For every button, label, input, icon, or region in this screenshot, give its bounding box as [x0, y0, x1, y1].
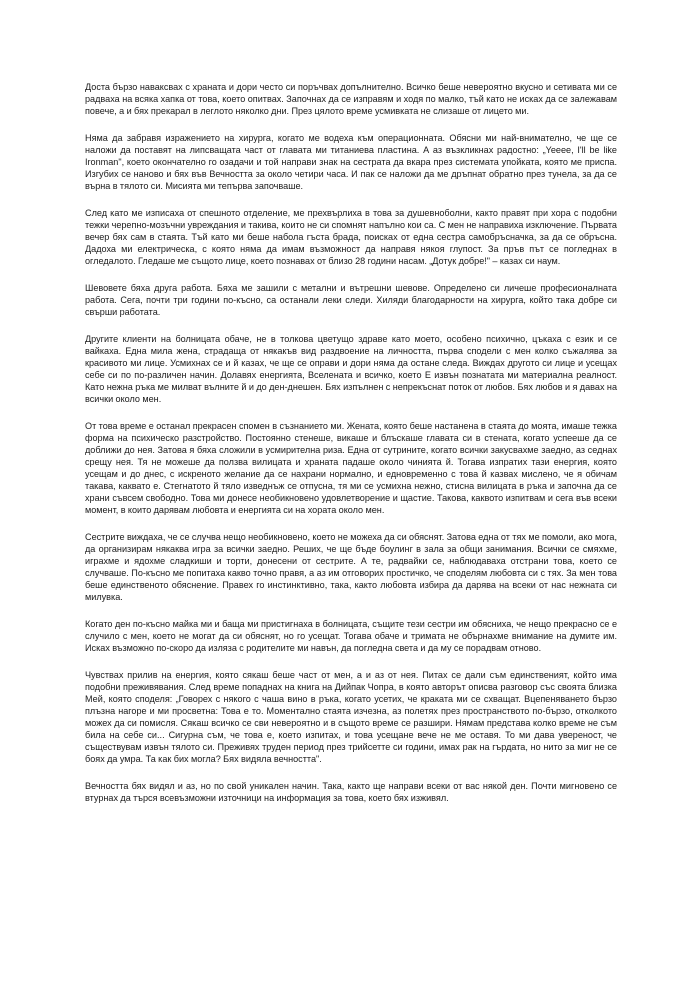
- paragraph-9: Чувствах прилив на енергия, която сякаш беше част от мен, а и аз от нея. Питах се дали съм единственият, който има подобни преживявания. След време попаднах на книга на Дийпак Чопра, в която авторът описва разговор със своята близка Мей, която споделя: „Говорех с някого с чаша вино в ръка, когато усетих, че краката ми се схващат. Вцепеняването бързо плъзна нагоре и ми просветна: Това е то. Моментално стаята изчезна, аз полетях през пространството по-бързо, отколкото можех да си помисля. Сякаш всичко се сви невероятно и в същото време се разшири. Нямам представа колко време не съм била на себе си... Сигурна съм, че това е, което изпитах, и това усещане вече не ме оставя. То ми дава увереност, че съществувам извън тялото си. Преживях труден период през трийсетте си години, имах рак на гърдата, но нито за миг не се боях да умра. Та как бих могла? Бях видяла вечността".: [85, 669, 617, 765]
- paragraph-5: Другите клиенти на болницата обаче, не в толкова цветущо здраве като моето, особено психично, цъкаха с език и се вайкаха. Една мила жена, страдаща от някакъв вид раздвоение на личността, първа сподели с мен колко съжалява за красивото ми лице. Усмихнах се и й казах, че ще се оправи и дори няма да остане следа. Виждах другото си лице и усещах себе си по по-различен начин. Долавях енергията, Вселената и всичко, което Е извън познатата ми материална реалност. Като нежна ръка ме милват вълните й и до ден-днешен. Бях изпълнен с непрекъснат поток от любов. Бях любов и я давах на всички около мен.: [85, 333, 617, 404]
- paragraph-2: Няма да забравя изражението на хирурга, когато ме водеха към операционната. Обясни ми най-внимателно, че ще се наложи да поставят на липсващата част от главата ми титаниева пластина. А аз възкликнах радостно: „Yeeee, I'll be like Ironman", което окончателно го озадачи и той направи знак на сестрата да вкара през системата упойката, която ме приспа. Изгубих се наново и бях във Вечността за около четири часа. И пак се наложи да ме дръпнат обратно през тунела, за да се върна в тялото си. Мисията ми тепърва започваше.: [85, 132, 617, 192]
- paragraph-8: Когато ден по-късно майка ми и баща ми пристигнаха в болницата, същите тези сестри им обясниха, че нещо прекрасно се е случило с мен, което не могат да си обяснят, но го усещат. Тогава обаче и тримата не обърнахме внимание на думите им. Исках възможно по-скоро да изляза с родителите ми навън, да погледна света и да му се порадвам отново.: [85, 618, 617, 654]
- paragraph-4: Шевовете бяха друга работа. Бяха ме зашили с метални и вътрешни шевове. Определено си личеше професионалната работа. Сега, почти три години по-късно, са останали леки следи. Хиляди благодарности на хирурга, който така добре си свърши работата.: [85, 282, 617, 317]
- paragraph-6: От това време е останал прекрасен спомен в съзнанието ми. Жената, която беше настанена в стаята до моята, имаше тежка форма на психическо разстройство. Постоянно стенеше, викаше и блъскаше главата си в стената, когато успееше да се доближи до нея. Затова я бяха сложили в усмирителна риза. Една от сутрините, когато всички закусвахме заедно, аз седнах срещу нея. Тя не можеше да ползва вилицата и храната падаше около чинията й. Тогава изпратих тази енергия, която усещам и до днес, с искреното желание да се нахрани нормално, и едновременно с това й казвах мислено, че я обичам такава, каквато е. Стегнатото й тяло изведнъж се отпусна, тя ми се усмихна нежно, стисна вилицата в ръка и започна да се храни съвсем свободно. Това ми донесе необикновено удовлетворение и щастие. Такова, каквото изпитвам и сега във всеки момент, в които дарявам любовта и енергията си на хората около мен.: [85, 420, 617, 516]
- paragraph-10: Вечността бях видял и аз, но по свой уникален начин. Така, както ще направи всеки от вас някой ден. Почти мигновено се втурнах да търся всевъзможни източници на информация за това, което бях изживял.: [85, 780, 617, 803]
- document-page: [85, 81, 617, 804]
- paragraph-7: Сестрите виждаха, че се случва нещо необикновено, което не можеха да си обяснят. Затова една от тях ме помоли, ако мога, да организирам някаква игра за всички заедно. Реших, че ще бъде боулинг в зала за общи занимания. Всички се смяхме, играхме и ядохме сладкиши и торти, донесени от сестрите. А те, радвайки се, наблюдаваха отстрани това, което се случваше. По-късно ме попитаха какво точно правя, а аз им отговорих простичко, че споделям любовта си с тях. За мен това беше единственото обяснение. Правех го инстинктивно, така, както любовта избира да дарява на всеки от нас нежната си милувка.: [85, 531, 617, 603]
- paragraph-3: След като ме изписаха от спешното отделение, ме прехвърлиха в това за душевноболни, както правят при хора с подобни тежки черепно-мозъчни увреждания и такива, които не си спомнят напълно кои са. С мен не направиха изключение. Първата вечер бях сам в стаята. Тъй като ми беше набола гъста брада, поисках от една сестра самобръсначка, за да се обръсна. Дадоха ми електрическа, с която няма да имам възможност да направя някоя глупост. За пръв път се погледнах в огледалото. Гледаше ме същото лице, което познавах от близо 28 години насам. „Дотук добре!" – казах си наум.: [85, 207, 617, 267]
- paragraph-1: Доста бързо наваксвах с храната и дори често си поръчвах допълнително. Всичко беше невероятно вкусно и сетивата ми се радваха на всяка хапка от това, което опитвах. Започнах да се изправям и ходя по малко, тъй като не исках да се залежавам повече, а и бях прекарал в леглото няколко дни. През цялото време усмивката не слизаше от лицето ми.: [85, 82, 617, 117]
